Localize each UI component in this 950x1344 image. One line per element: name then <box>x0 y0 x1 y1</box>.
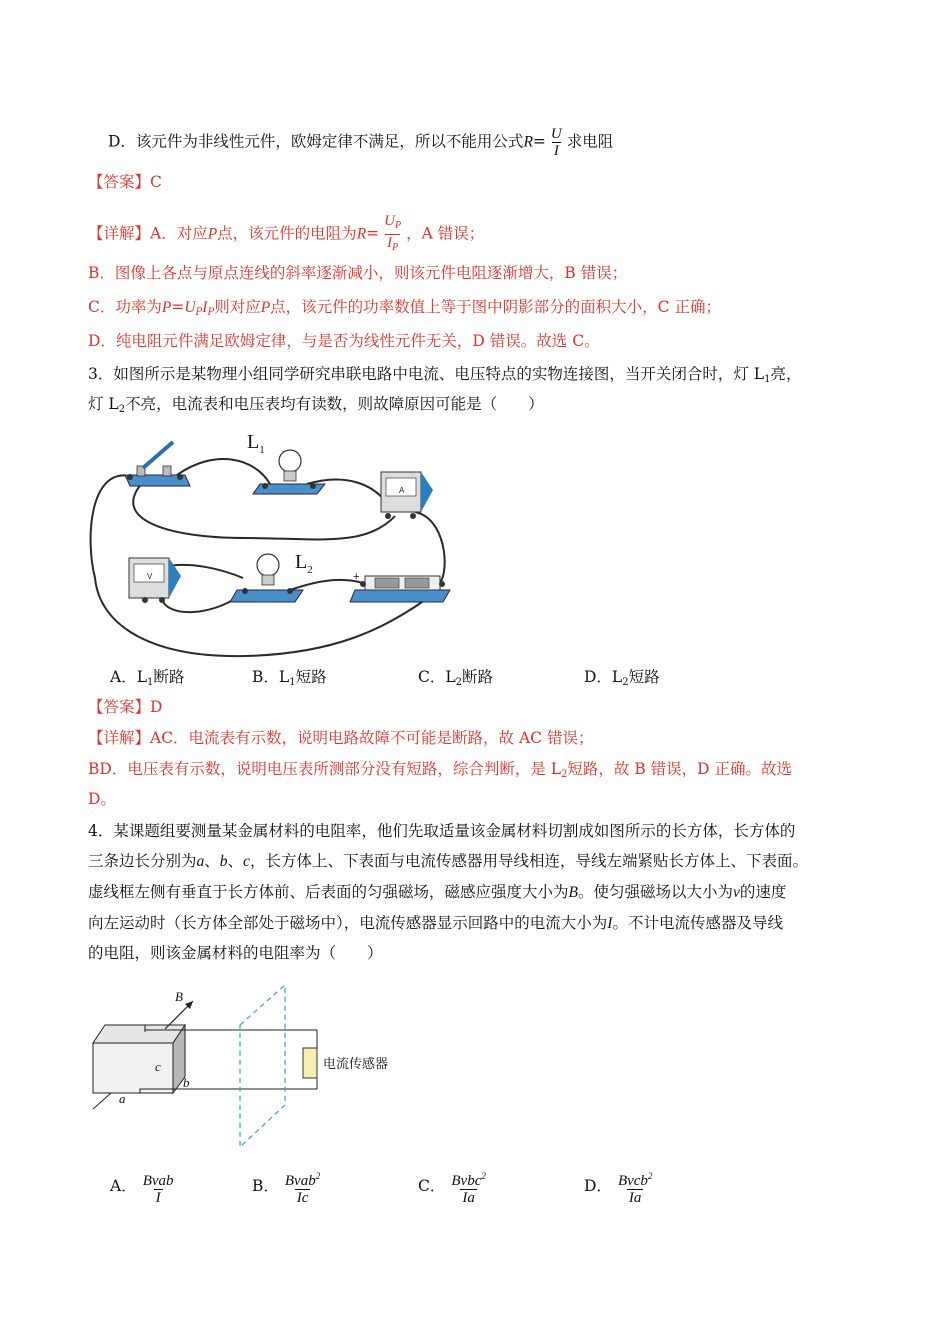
detail-c-mid: 则对应 <box>214 298 261 316</box>
edge-a-mark <box>93 1093 111 1109</box>
ammeter-label: A <box>399 486 405 495</box>
q3-option-a: A．$L_1$断路 <box>110 668 185 688</box>
q4-stem-2: 三条边长分别为a、b、c，长方体上、下表面与电流传感器用导线相连，导线左端紧贴长方体上、下表面。 <box>88 852 808 870</box>
q3-stem-2 <box>88 393 870 421</box>
circuit-figure <box>85 428 465 660</box>
detail-a-suffix: ，A 错误； <box>406 224 485 243</box>
q3-detail-2: BD．电压表有示数，说明电压表所测部分没有短路，综合判断，是 $L_2$短路，故 B 错误，D 正确。故选 <box>88 760 793 780</box>
formula-r: R <box>523 133 533 151</box>
detail-c-suffix: 点，该元件的功率数值上等于图中阴影部分的面积大小，C 正确； <box>270 298 721 316</box>
num-sub: P <box>395 220 402 231</box>
detail-a-prefix: 【详解】A．对应 <box>88 224 208 243</box>
q2-detail-c <box>88 296 870 324</box>
q2-option-d-text: D．该元件为非线性元件，欧姆定律不满足，所以不能用公式 <box>108 132 524 151</box>
q3-stem-1 <box>88 363 870 391</box>
q4-stem-1: 4．某课题组要测量某金属材料的电阻率，他们先取适量该金属材料切割成如图所示的长方体，长方体的 <box>88 822 796 840</box>
field-boundary <box>240 985 285 1147</box>
var-i-sub: P <box>207 307 215 318</box>
q4-option-d: D． $\frac{Bvcb^2}{Ia}$ <box>584 1171 653 1206</box>
battery-plus: + <box>353 571 360 583</box>
stem-suffix: 不亮，电流表和电压表均有读数，则故障原因可能是（ ） <box>125 395 544 413</box>
q4-stem-5: 的电阻，则该金属材料的电阻率为（ ） <box>88 944 383 962</box>
ammeter <box>381 472 433 519</box>
q3-option-c: C．$L_2$断路 <box>418 668 494 688</box>
formula-eq: = <box>366 224 380 243</box>
q3-detail-1: 【详解】AC．电流表有示数，说明电路故障不可能是断路，故 AC 错误； <box>88 729 594 747</box>
detail-c-prefix: C．功率为 <box>88 298 162 316</box>
detail-a-mid: 点，该元件的电阻为 <box>217 224 357 243</box>
stem-text: 灯 L <box>88 395 119 413</box>
formula-eq: = <box>171 298 185 316</box>
var-p: P <box>207 225 218 243</box>
frac-den <box>385 234 400 256</box>
q2-answer: 【答案】C <box>88 173 162 191</box>
stem-sub: 2 <box>118 404 126 415</box>
frac-num <box>382 213 403 234</box>
wire-switch-l1 <box>177 459 270 484</box>
q2-option-d-suffix: 求电阻 <box>566 132 614 151</box>
label-a: a <box>119 1091 126 1106</box>
var-p: P <box>161 299 172 316</box>
cuboid-figure <box>85 985 405 1155</box>
label-b-field: B <box>175 989 183 1004</box>
voltmeter-label: V <box>147 572 153 581</box>
formula-eq: = <box>532 132 546 151</box>
stem-sub: 1 <box>764 374 771 385</box>
num-u: U <box>384 213 395 229</box>
q4-stem-3: 虚线框左侧有垂直于长方体前、后表面的匀强磁场，磁感应强度大小为B。使匀强磁场以大小为v的速度 <box>88 883 787 901</box>
q4-option-b: B． $\frac{Bvab^2}{Ic}$ <box>252 1171 321 1206</box>
formula-up-over-ip <box>382 213 403 256</box>
bulb-l1 <box>253 450 325 494</box>
formula-u-over-i <box>549 126 564 159</box>
sensor-label: 电流传感器 <box>323 1057 389 1072</box>
var-i: I <box>202 299 208 316</box>
current-sensor <box>303 1048 317 1078</box>
stem-text: 3．如图所示是某物理小组同学研究串联电路中电流、电压特点的实物连接图，当开关闭合时，灯 L <box>88 365 765 383</box>
frac-den: I <box>553 143 559 159</box>
q3-answer: 【答案】D <box>88 698 163 716</box>
frac-num: U <box>550 126 562 142</box>
q3-option-b: B．$L_1$短路 <box>252 668 327 688</box>
q2-detail-b: B．图像上各点与原点连线的斜率逐渐减小，则该元件电阻逐渐增大，B 错误； <box>88 264 628 282</box>
label-b: b <box>183 1075 190 1090</box>
q2-option-d <box>108 126 870 159</box>
cuboid <box>93 1025 185 1093</box>
q2-detail-d: D．纯电阻元件满足欧姆定律，与是否为线性元件无关，D 错误。故选 C。 <box>88 332 600 350</box>
label-l1: $L_1$ <box>247 431 265 456</box>
den-sub: P <box>392 242 399 253</box>
var-p: P <box>260 299 271 316</box>
var-u-sub: P <box>195 307 203 318</box>
label-l2: $L_2$ <box>295 551 313 576</box>
q4-option-c: C． $\frac{Bvbc^2}{Ia}$ <box>418 1171 486 1206</box>
var-u: U <box>184 299 196 316</box>
voltmeter <box>129 558 181 603</box>
var-r: R <box>356 225 367 243</box>
den-i: I <box>387 235 393 251</box>
wire-ammeter-battery <box>415 512 445 583</box>
q4-stem-4: 向左运动时（长方体全部处于磁场中），电流传感器显示回路中的电流大小为I。不计电流传感器及导线 <box>88 914 783 932</box>
stem-suffix: 亮， <box>770 365 802 383</box>
q2-detail-a <box>88 213 870 256</box>
switch <box>125 442 190 486</box>
q3-detail-3: D。 <box>88 790 116 808</box>
q4-option-a: A． $\frac{\text{Bvab}}{I}$ <box>110 1173 174 1206</box>
label-c: c <box>155 1059 161 1074</box>
q3-option-d: D．$L_2$短路 <box>584 668 660 688</box>
battery <box>350 571 450 602</box>
